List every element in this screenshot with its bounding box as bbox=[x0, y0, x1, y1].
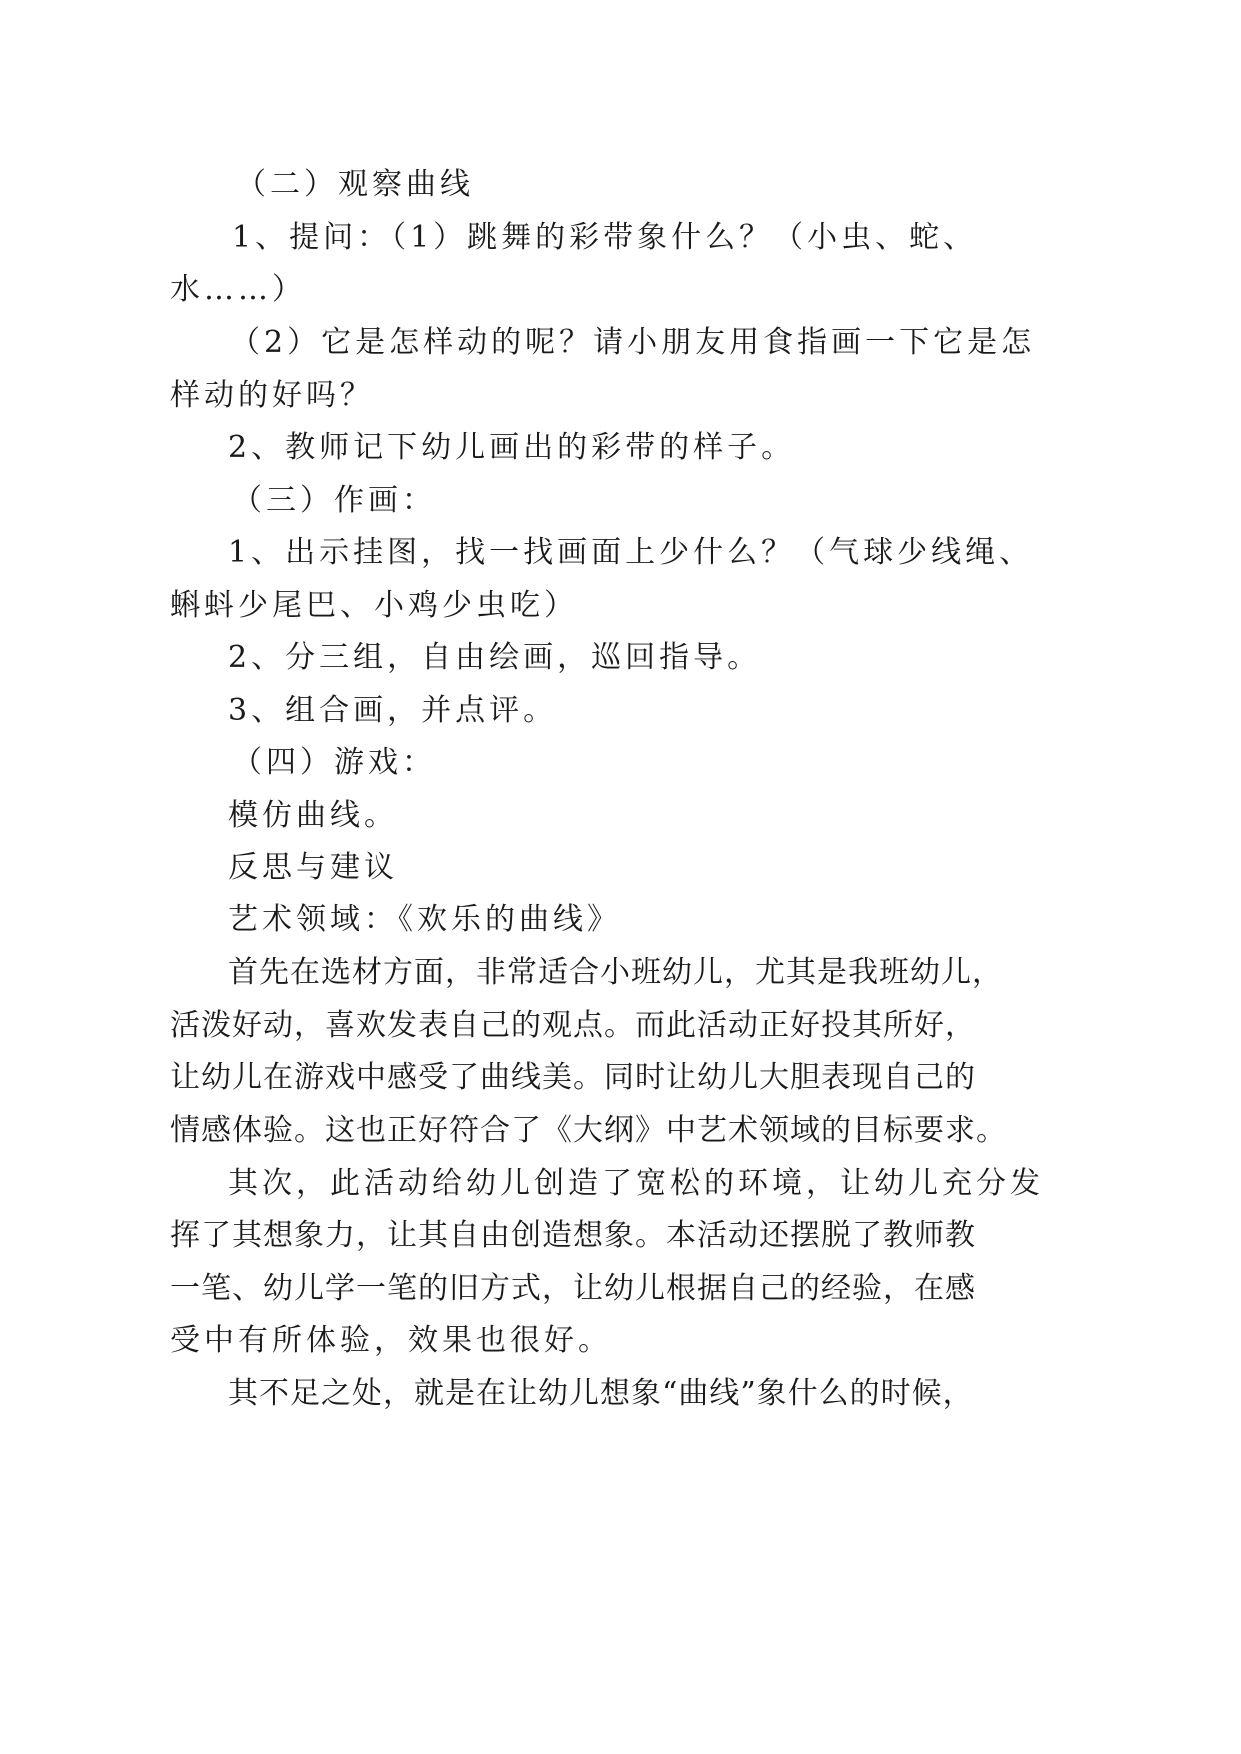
text-line: 让幼儿在游戏中感受了曲线美。同时让幼儿大胆表现自己的 bbox=[170, 1060, 976, 1095]
text-line: 样动的好吗？ bbox=[170, 378, 374, 413]
text-line: 受中有所体验，效果也很好。 bbox=[170, 1323, 612, 1358]
text-line: 其不足之处，就是在让幼儿想象“曲线”象什么的时候， bbox=[228, 1376, 974, 1411]
text-line: 水……） bbox=[170, 272, 306, 307]
section-heading-reflection: 反思与建议 bbox=[228, 850, 398, 885]
section-heading-observe-curves: （二）观察曲线 bbox=[236, 167, 474, 202]
text-line: 艺术领域：《欢乐的曲线》 bbox=[228, 902, 621, 937]
text-line: 其次，此活动给幼儿创造了宽松的环境，让幼儿充分发 bbox=[228, 1166, 1044, 1201]
text-line: 活泼好动，喜欢发表自己的观点。而此活动正好投其所好， bbox=[170, 1008, 976, 1043]
text-line: 1、出示挂图，找一找画面上少什么？（气球少线绳、 bbox=[228, 535, 1034, 570]
text-line: 2、教师记下幼儿画出的彩带的样子。 bbox=[228, 430, 796, 465]
text-line: 一笔、幼儿学一笔的旧方式，让幼儿根据自己的经验，在感 bbox=[170, 1271, 976, 1306]
text-line: 1、提问：（1）跳舞的彩带象什么？（小虫、蛇、 bbox=[232, 220, 978, 255]
section-heading-drawing: （三）作画： bbox=[232, 483, 436, 518]
text-line: 情感体验。这也正好符合了《大纲》中艺术领域的目标要求。 bbox=[170, 1113, 1007, 1148]
text-line: （2）它是怎样动的呢？请小朋友用食指画一下它是怎 bbox=[230, 325, 1036, 360]
text-line: 蝌蚪少尾巴、小鸡少虫吃） bbox=[170, 588, 578, 623]
section-heading-game: （四）游戏： bbox=[232, 745, 436, 780]
text-line: 挥了其想象力，让其自由创造想象。本活动还摆脱了教师教 bbox=[170, 1218, 976, 1253]
text-line: 模仿曲线。 bbox=[228, 798, 398, 833]
text-line: 3、组合画，并点评。 bbox=[228, 693, 558, 728]
text-line: 2、分三组，自由绘画，巡回指导。 bbox=[228, 640, 762, 675]
text-line: 首先在选材方面，非常适合小班幼儿，尤其是我班幼儿， bbox=[228, 955, 1003, 990]
